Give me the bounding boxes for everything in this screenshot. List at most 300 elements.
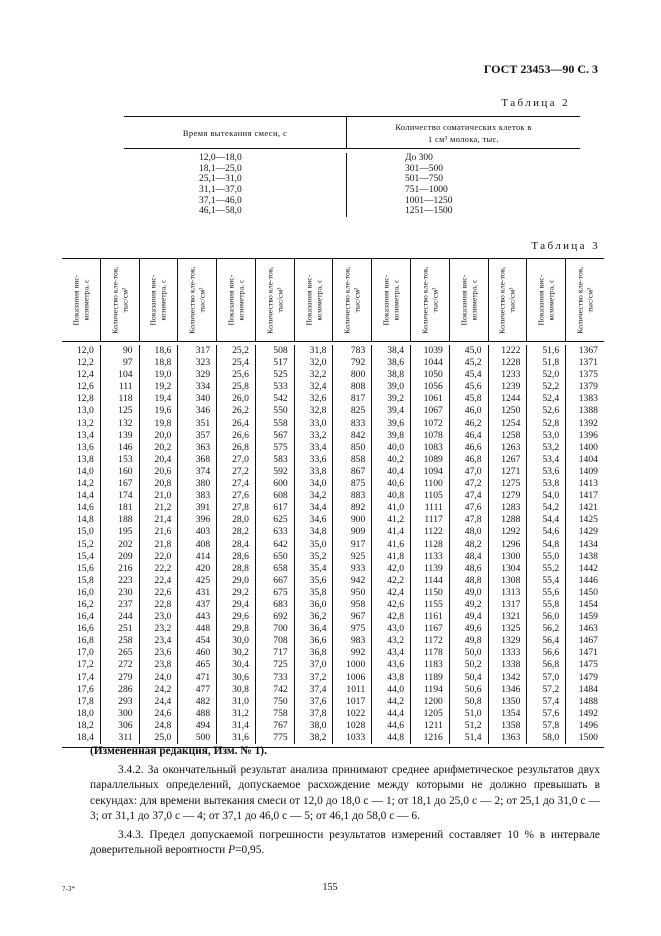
cell-count-cell: 1388	[578, 405, 598, 417]
viscometer-reading-cell: 44,4	[387, 707, 405, 719]
table3-header-cell	[449, 259, 488, 341]
viscometer-reading-cell: 29,8	[232, 623, 249, 635]
cell-count-cell: 1375	[578, 369, 598, 381]
cell-count-cell: 1459	[578, 611, 598, 623]
cell-count-cell: 357	[195, 429, 211, 441]
cell-count-cell: 1072	[423, 417, 443, 429]
viscometer-reading-cell: 22,8	[154, 598, 172, 610]
cell-count-cell: 575	[273, 441, 288, 453]
cell-count-cell: 1288	[501, 514, 521, 526]
viscometer-reading-cell: 24,6	[154, 707, 172, 719]
cell-count-cell: 1172	[423, 635, 443, 647]
viscometer-reading-cell: 27,8	[232, 502, 249, 514]
cell-count-cell: 1228	[501, 357, 521, 369]
viscometer-reading-cell: 47,8	[464, 514, 482, 526]
table3	[62, 258, 604, 748]
cell-count-cell: 351	[195, 417, 211, 429]
viscometer-reading-cell: 53,2	[542, 441, 560, 453]
viscometer-reading-cell: 57,0	[542, 671, 560, 683]
viscometer-reading-cell: 40,8	[387, 490, 405, 502]
table2-count-cell: 301—500	[405, 163, 443, 174]
viscometer-reading-cell: 39,4	[387, 405, 405, 417]
cell-count-cell: 251	[118, 623, 133, 635]
table3-header	[62, 259, 604, 342]
cell-count-cell: 1371	[578, 357, 598, 369]
viscometer-reading-cell: 53,8	[542, 478, 560, 490]
cell-count-cell: 700	[273, 623, 288, 635]
viscometer-reading-cell: 30,2	[232, 647, 249, 659]
viscometer-reading-cell: 46,6	[464, 441, 482, 453]
viscometer-reading-cell: 44,2	[387, 695, 405, 707]
cell-count-cell: 391	[195, 502, 211, 514]
table2-count-cell: 1251—1500	[405, 206, 453, 217]
viscometer-reading-cell: 17,4	[76, 671, 94, 683]
viscometer-reading-cell: 16,6	[76, 623, 94, 635]
table3-viscometer-column	[62, 345, 100, 744]
viscometer-reading-cell: 24,8	[154, 719, 172, 731]
cell-count-cell: 118	[118, 393, 133, 405]
table3-viscometer-column	[216, 345, 255, 744]
viscometer-reading-cell: 43,2	[387, 635, 405, 647]
cell-count-cell: 1442	[578, 562, 598, 574]
cell-count-cell: 272	[118, 659, 133, 671]
cell-count-cell: 1011	[346, 683, 366, 695]
cell-count-cell: 692	[273, 611, 288, 623]
table3-header-cells: Количество кле-ток, тыс/см³	[110, 266, 129, 334]
cell-count-cell: 286	[118, 683, 133, 695]
cell-count-cell: 454	[195, 635, 211, 647]
cell-count-cell: 783	[350, 345, 366, 356]
cell-count-cell: 1321	[501, 611, 521, 623]
cell-count-cell: 132	[118, 417, 133, 429]
cell-count-cell: 808	[350, 381, 366, 393]
cell-count-cell: 1250	[501, 405, 521, 417]
viscometer-reading-cell: 34,4	[309, 502, 327, 514]
viscometer-reading-cell: 38,8	[387, 369, 405, 381]
viscometer-reading-cell: 27,2	[232, 465, 249, 477]
cell-count-cell: 650	[273, 550, 288, 562]
cell-count-cell: 258	[118, 635, 133, 647]
table2	[124, 116, 580, 217]
probability-value: =0,95.	[235, 844, 265, 857]
table3-cells-column	[255, 345, 294, 744]
cell-count-cell: 758	[273, 707, 288, 719]
viscometer-reading-cell: 22,4	[154, 574, 172, 586]
viscometer-reading-cell: 57,4	[542, 695, 560, 707]
viscometer-reading-cell: 14,6	[76, 502, 94, 514]
cell-count-cell: 494	[195, 719, 211, 731]
cell-count-cell: 1200	[423, 695, 443, 707]
viscometer-reading-cell: 55,2	[542, 562, 560, 574]
viscometer-reading-cell: 28,2	[232, 526, 249, 538]
viscometer-reading-cell: 55,0	[542, 550, 560, 562]
viscometer-reading-cell: 46,8	[464, 453, 482, 465]
viscometer-reading-cell: 36,8	[309, 647, 327, 659]
cell-count-cell: 1233	[501, 369, 521, 381]
cell-count-cell: 633	[273, 526, 288, 538]
viscometer-reading-cell: 45,6	[464, 381, 482, 393]
viscometer-reading-cell: 49,2	[464, 598, 482, 610]
viscometer-reading-cell: 57,8	[542, 719, 560, 731]
table3-header-cells: Количество кле-ток, тыс/см³	[265, 266, 284, 334]
cell-count-cell: 992	[350, 647, 366, 659]
viscometer-reading-cell: 47,6	[464, 502, 482, 514]
viscometer-reading-cell: 23,0	[154, 611, 172, 623]
cell-count-cell: 1194	[423, 683, 443, 695]
cell-count-cell: 420	[195, 562, 211, 574]
table2-col2-header-line1: Количество соматических клеток в	[395, 121, 532, 132]
viscometer-reading-cell: 42,4	[387, 586, 405, 598]
viscometer-reading-cell: 42,8	[387, 611, 405, 623]
viscometer-reading-cell: 31,2	[232, 707, 249, 719]
viscometer-reading-cell: 23,6	[154, 647, 172, 659]
cell-count-cell: 1454	[578, 598, 598, 610]
viscometer-reading-cell: 52,6	[542, 405, 560, 417]
viscometer-reading-cell: 33,2	[309, 429, 327, 441]
probability-symbol: P	[228, 844, 236, 857]
viscometer-reading-cell: 23,8	[154, 659, 172, 671]
cell-count-cell: 414	[195, 550, 211, 562]
viscometer-reading-cell: 24,4	[154, 695, 172, 707]
viscometer-reading-cell: 35,8	[309, 586, 327, 598]
cell-count-cell: 825	[350, 405, 366, 417]
viscometer-reading-cell: 19,4	[154, 393, 172, 405]
viscometer-reading-cell: 53,0	[542, 429, 560, 441]
viscometer-reading-cell: 12,6	[76, 381, 94, 393]
viscometer-reading-cell: 48,6	[464, 562, 482, 574]
table3-cells-column	[410, 345, 449, 744]
viscometer-reading-cell: 21,4	[154, 514, 172, 526]
cell-count-cell: 1434	[578, 538, 598, 550]
viscometer-reading-cell: 51,4	[464, 732, 482, 743]
cell-count-cell: 1367	[578, 345, 598, 356]
cell-count-cell: 1216	[423, 732, 443, 743]
cell-count-cell: 188	[118, 514, 133, 526]
cell-count-cell: 750	[273, 695, 288, 707]
cell-count-cell: 1267	[501, 453, 521, 465]
table3-header-cell	[488, 259, 527, 341]
cell-count-cell: 525	[273, 369, 288, 381]
viscometer-reading-cell: 35,2	[309, 550, 327, 562]
viscometer-reading-cell: 30,8	[232, 683, 249, 695]
cell-count-cell: 642	[273, 538, 288, 550]
table3-cells-column	[100, 345, 139, 744]
cell-count-cell: 396	[195, 514, 211, 526]
viscometer-reading-cell: 43,0	[387, 623, 405, 635]
cell-count-cell: 775	[273, 732, 288, 743]
viscometer-reading-cell: 25,2	[232, 345, 249, 356]
cell-count-cell: 1342	[501, 671, 521, 683]
cell-count-cell: 875	[350, 478, 366, 490]
viscometer-reading-cell: 39,2	[387, 393, 405, 405]
cell-count-cell: 958	[350, 598, 366, 610]
viscometer-reading-cell: 32,8	[309, 405, 327, 417]
viscometer-reading-cell: 38,0	[309, 719, 327, 731]
viscometer-reading-cell: 34,6	[309, 514, 327, 526]
viscometer-reading-cell: 56,6	[542, 647, 560, 659]
cell-count-cell: 1205	[423, 707, 443, 719]
viscometer-reading-cell: 35,0	[309, 538, 327, 550]
viscometer-reading-cell: 32,4	[309, 381, 327, 393]
table3-cells-column	[488, 345, 527, 744]
viscometer-reading-cell: 21,6	[154, 526, 172, 538]
viscometer-reading-cell: 26,8	[232, 441, 249, 453]
cell-count-cell: 306	[118, 719, 133, 731]
viscometer-reading-cell: 37,0	[309, 659, 327, 671]
cell-count-cell: 1144	[423, 574, 443, 586]
cell-count-cell: 1467	[578, 635, 598, 647]
viscometer-reading-cell: 29,6	[232, 611, 249, 623]
cell-count-cell: 625	[273, 514, 288, 526]
cell-count-cell: 1222	[501, 345, 521, 356]
viscometer-reading-cell: 27,6	[232, 490, 249, 502]
viscometer-reading-cell: 29,0	[232, 574, 249, 586]
table3-header-cell	[139, 259, 178, 341]
cell-count-cell: 742	[273, 683, 288, 695]
viscometer-reading-cell: 22,2	[154, 562, 172, 574]
table2-count-cell: 751—1000	[405, 185, 448, 196]
table3-header-cells: Количество кле-ток, тыс/см³	[497, 266, 517, 334]
viscometer-reading-cell: 17,8	[76, 695, 94, 707]
viscometer-reading-cell: 43,6	[387, 659, 405, 671]
cell-count-cell: 617	[273, 502, 288, 514]
viscometer-reading-cell: 15,6	[76, 562, 94, 574]
amendment-note: (Измененная редакция, Изм. № 1).	[90, 745, 267, 757]
cell-count-cell: 340	[195, 393, 211, 405]
cell-count-cell: 1039	[423, 345, 443, 356]
table3-header-cells: Количество кле-ток, тыс/см³	[575, 266, 595, 334]
cell-count-cell: 842	[350, 429, 366, 441]
cell-count-cell: 1006	[346, 671, 366, 683]
cell-count-cell: 1350	[501, 695, 521, 707]
cell-count-cell: 658	[273, 562, 288, 574]
cell-count-cell: 1105	[423, 490, 443, 502]
cell-count-cell: 153	[118, 453, 133, 465]
viscometer-reading-cell: 43,8	[387, 671, 405, 683]
viscometer-reading-cell: 39,6	[387, 417, 405, 429]
cell-count-cell: 583	[273, 453, 288, 465]
viscometer-reading-cell: 28,0	[232, 514, 249, 526]
viscometer-reading-cell: 31,0	[232, 695, 249, 707]
cell-count-cell: 1425	[578, 514, 598, 526]
cell-count-cell: 1404	[578, 453, 598, 465]
viscometer-reading-cell: 42,2	[387, 574, 405, 586]
cell-count-cell: 1111	[424, 502, 443, 514]
viscometer-reading-cell: 56,8	[542, 659, 560, 671]
cell-count-cell: 1383	[578, 393, 598, 405]
viscometer-reading-cell: 14,2	[76, 478, 94, 490]
viscometer-reading-cell: 12,8	[76, 393, 94, 405]
cell-count-cell: 733	[273, 671, 288, 683]
footer-mark: 7-3*	[62, 885, 75, 893]
viscometer-reading-cell: 33,0	[309, 417, 327, 429]
cell-count-cell: 167	[118, 478, 133, 490]
viscometer-reading-cell: 20,6	[154, 465, 172, 477]
viscometer-reading-cell: 28,4	[232, 538, 249, 550]
cell-count-cell: 1300	[501, 550, 521, 562]
cell-count-cell: 858	[350, 453, 366, 465]
cell-count-cell: 1292	[501, 526, 521, 538]
cell-count-cell: 1050	[423, 369, 443, 381]
viscometer-reading-cell: 13,6	[76, 441, 94, 453]
viscometer-reading-cell: 52,4	[542, 393, 560, 405]
viscometer-reading-cell: 18,4	[76, 732, 94, 743]
cell-count-cell: 567	[273, 429, 288, 441]
cell-count-cell: 900	[350, 514, 366, 526]
table2-label: Таблица 2	[501, 97, 570, 109]
cell-count-cell: 448	[195, 623, 211, 635]
cell-count-cell: 1275	[501, 478, 521, 490]
cell-count-cell: 1484	[578, 683, 598, 695]
cell-count-cell: 1463	[578, 623, 598, 635]
viscometer-reading-cell: 51,8	[542, 357, 560, 369]
viscometer-reading-cell: 24,2	[154, 683, 172, 695]
viscometer-reading-cell: 15,0	[76, 526, 94, 538]
viscometer-reading-cell: 18,8	[154, 357, 172, 369]
viscometer-reading-cell: 44,8	[387, 732, 405, 743]
table3-header-cell	[565, 259, 604, 341]
viscometer-reading-cell: 13,2	[76, 417, 94, 429]
cell-count-cell: 181	[118, 502, 133, 514]
cell-count-cell: 237	[118, 598, 133, 610]
cell-count-cell: 223	[118, 574, 133, 586]
cell-count-cell: 1475	[578, 659, 598, 671]
viscometer-reading-cell: 25,8	[232, 381, 249, 393]
viscometer-reading-cell: 48,8	[464, 574, 482, 586]
viscometer-reading-cell: 19,6	[154, 405, 172, 417]
cell-count-cell: 146	[118, 441, 133, 453]
page-number: 155	[322, 882, 338, 893]
viscometer-reading-cell: 53,6	[542, 465, 560, 477]
viscometer-reading-cell: 25,4	[232, 357, 249, 369]
table2-count-cell: 1001—1250	[405, 195, 453, 206]
cell-count-cell: 792	[350, 357, 366, 369]
viscometer-reading-cell: 38,2	[309, 732, 327, 743]
cell-count-cell: 1329	[501, 635, 521, 647]
viscometer-reading-cell: 45,2	[464, 357, 482, 369]
table3-header-cell	[410, 259, 449, 341]
table3-header-viscometer: Показания вис-козиметра, с	[226, 274, 246, 326]
viscometer-reading-cell: 21,8	[154, 538, 172, 550]
cell-count-cell: 443	[195, 611, 211, 623]
cell-count-cell: 230	[118, 586, 133, 598]
viscometer-reading-cell: 46,2	[464, 417, 482, 429]
cell-count-cell: 1413	[578, 478, 598, 490]
viscometer-reading-cell: 37,4	[309, 683, 327, 695]
viscometer-reading-cell: 42,0	[387, 562, 405, 574]
viscometer-reading-cell: 15,4	[76, 550, 94, 562]
viscometer-reading-cell: 50,0	[464, 647, 482, 659]
cell-count-cell: 174	[118, 490, 133, 502]
viscometer-reading-cell: 31,8	[309, 345, 327, 356]
cell-count-cell: 592	[273, 465, 288, 477]
cell-count-cell: 1244	[501, 393, 521, 405]
cell-count-cell: 195	[118, 526, 133, 538]
table2-count-column	[347, 153, 580, 217]
cell-count-cell: 933	[350, 562, 366, 574]
cell-count-cell: 1263	[501, 441, 521, 453]
viscometer-reading-cell: 50,6	[464, 683, 482, 695]
viscometer-reading-cell: 39,8	[387, 429, 405, 441]
viscometer-reading-cell: 39,0	[387, 381, 405, 393]
viscometer-reading-cell: 20,4	[154, 453, 172, 465]
viscometer-reading-cell: 46,4	[464, 429, 482, 441]
cell-count-cell: 1446	[578, 574, 598, 586]
cell-count-cell: 725	[273, 659, 288, 671]
viscometer-reading-cell: 47,2	[464, 478, 482, 490]
viscometer-reading-cell: 44,0	[387, 683, 405, 695]
cell-count-cell: 508	[273, 345, 288, 356]
viscometer-reading-cell: 46,0	[464, 405, 482, 417]
viscometer-reading-cell: 29,4	[232, 598, 249, 610]
table3-header-viscometer: Показания вис-козиметра, с	[148, 274, 168, 326]
cell-count-cell: 675	[273, 586, 288, 598]
cell-count-cell: 1338	[501, 659, 521, 671]
table2-time-column	[124, 153, 347, 217]
cell-count-cell: 368	[195, 453, 211, 465]
viscometer-reading-cell: 48,2	[464, 538, 482, 550]
viscometer-reading-cell: 36,6	[309, 635, 327, 647]
cell-count-cell: 1471	[578, 647, 598, 659]
viscometer-reading-cell: 34,0	[309, 478, 327, 490]
viscometer-reading-cell: 38,4	[387, 345, 405, 356]
cell-count-cell: 1061	[423, 393, 443, 405]
viscometer-reading-cell: 48,0	[464, 526, 482, 538]
viscometer-reading-cell: 48,4	[464, 550, 482, 562]
viscometer-reading-cell: 14,4	[76, 490, 94, 502]
viscometer-reading-cell: 44,6	[387, 719, 405, 731]
table3-label: Таблица 3	[531, 240, 600, 252]
viscometer-reading-cell: 13,4	[76, 429, 94, 441]
viscometer-reading-cell: 32,0	[309, 357, 327, 369]
viscometer-reading-cell: 55,6	[542, 586, 560, 598]
table3-viscometer-column	[139, 345, 178, 744]
viscometer-reading-cell: 25,0	[154, 732, 172, 743]
table3-header-cell	[100, 259, 139, 341]
viscometer-reading-cell: 54,4	[542, 514, 560, 526]
cell-count-cell: 1155	[423, 598, 443, 610]
cell-count-cell: 1239	[501, 381, 521, 393]
viscometer-reading-cell: 56,2	[542, 623, 560, 635]
viscometer-reading-cell: 41,0	[387, 502, 405, 514]
viscometer-reading-cell: 49,8	[464, 635, 482, 647]
cell-count-cell: 311	[118, 732, 133, 743]
viscometer-reading-cell: 18,0	[76, 707, 94, 719]
cell-count-cell: 717	[273, 647, 288, 659]
table3-body	[62, 342, 604, 747]
viscometer-reading-cell: 27,4	[232, 478, 249, 490]
cell-count-cell: 883	[350, 490, 366, 502]
table2-col2-header	[347, 117, 580, 148]
cell-count-cell: 1429	[578, 526, 598, 538]
viscometer-reading-cell: 22,6	[154, 586, 172, 598]
table2-time-cell: 25,1—31,0	[199, 174, 242, 185]
cell-count-cell: 1479	[578, 671, 598, 683]
cell-count-cell: 346	[195, 405, 211, 417]
cell-count-cell: 323	[195, 357, 211, 369]
viscometer-reading-cell: 13,8	[76, 453, 94, 465]
table3-header-cell	[255, 259, 294, 341]
table3-viscometer-column	[294, 345, 333, 744]
viscometer-reading-cell: 41,4	[387, 526, 405, 538]
table3-viscometer-column	[449, 345, 488, 744]
cell-count-cell: 477	[195, 683, 211, 695]
table3-header-viscometer: Показания вис-козиметра, с	[71, 274, 90, 326]
viscometer-reading-cell: 54,0	[542, 490, 560, 502]
cell-count-cell: 1133	[423, 550, 443, 562]
viscometer-reading-cell: 55,4	[542, 574, 560, 586]
cell-count-cell: 90	[122, 345, 133, 356]
